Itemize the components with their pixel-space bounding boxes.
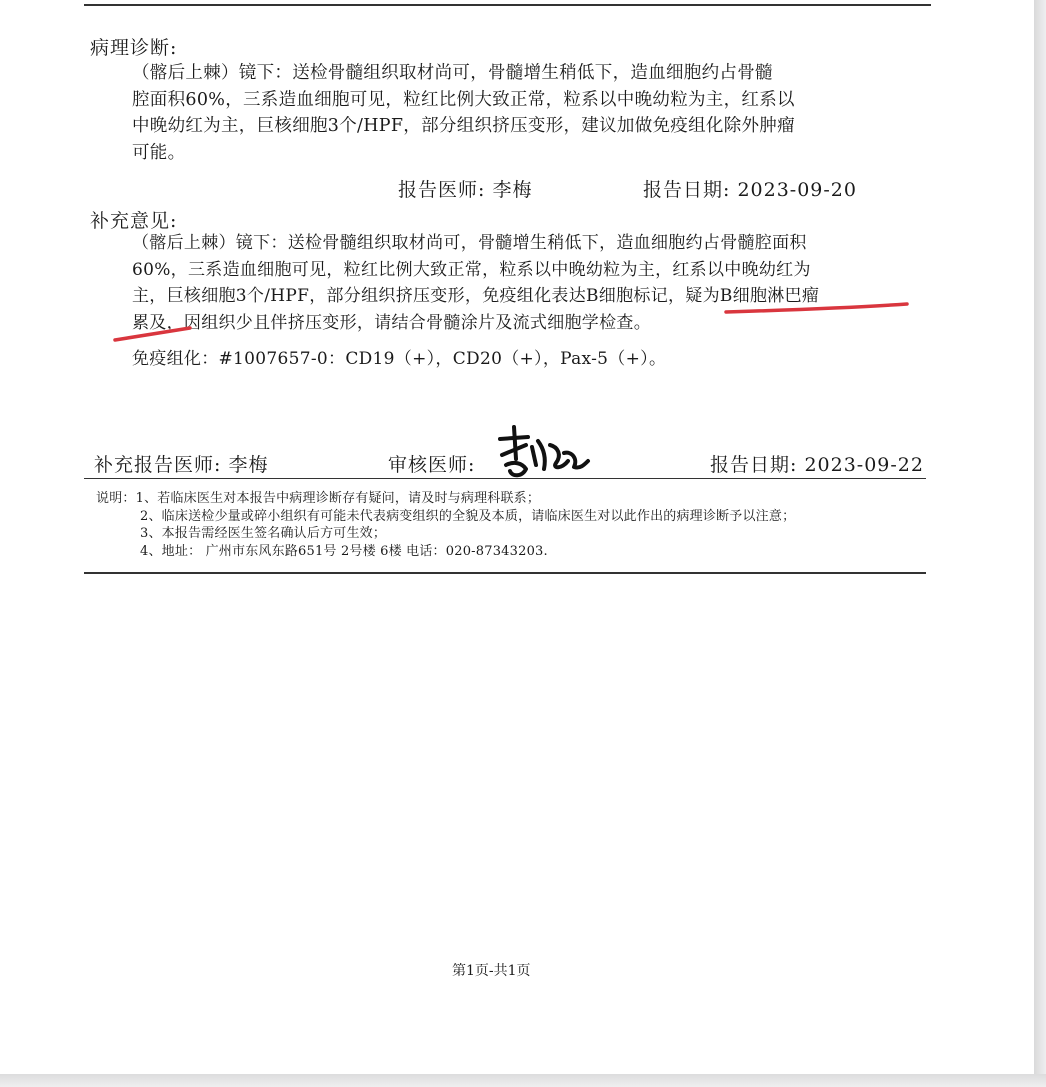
diagnosis-line: （髂后上棘）镜下：送检骨髓组织取材尚可，骨髓增生稍低下，造血细胞约占骨髓	[132, 63, 773, 83]
ihc-result: 免疫组化：#1007657-0：CD19（+），CD20（+），Pax-5（+）。	[132, 349, 667, 369]
signature-image	[492, 425, 592, 480]
diagnosis-label: 病理诊断:	[90, 37, 178, 59]
reviewer-label: 审核医师:	[388, 454, 476, 476]
diagnosis-text	[132, 60, 902, 166]
note-line: 3、本报告需经医生签名确认后方可生效；	[140, 526, 387, 541]
supp-doctor: 补充报告医师: 李梅	[94, 454, 269, 476]
diagnosis-date: 报告日期: 2023-09-20	[643, 179, 857, 201]
diagnosis-line: 中晚幼红为主，巨核细胞3个/HPF，部分组织挤压变形，建议加做免疫组化除外肿瘤	[132, 116, 795, 136]
note-line: 2、临床送检少量或碎小组织有可能未代表病变组织的全貌及本质，请临床医生对以此作出的病理诊断予以注意；	[140, 508, 796, 524]
note-line: 4、地址： 广州市东风东路651号 2号楼 6楼 电话：020-87343203.	[140, 543, 548, 559]
diagnosis-doctor: 报告医师: 李梅	[398, 179, 533, 201]
top-rule	[84, 4, 931, 6]
diagnosis-line: 腔面积60%，三系造血细胞可见，粒红比例大致正常，粒系以中晚幼粒为主，红系以	[132, 89, 795, 110]
page-shadow-bottom	[0, 1074, 1046, 1087]
notes	[96, 490, 795, 560]
page-number: 第1页-共1页	[452, 963, 531, 979]
note-line: 说明：1、若临床医生对本报告中病理诊断存有疑问，请及时与病理科联系；	[96, 491, 541, 506]
signoff-rule	[84, 478, 926, 479]
notes-rule	[84, 572, 926, 574]
supplement-label: 补充意见:	[90, 210, 178, 232]
supplement-line: 累及，因组织少且伴挤压变形，请结合骨髓涂片及流式细胞学检查。	[132, 312, 651, 333]
supplement-line: 60%，三系造血细胞可见，粒红比例大致正常，粒系以中晚幼粒为主，红系以中晚幼红为	[132, 259, 811, 280]
supplement-line: （髂后上棘）镜下：送检骨髓组织取材尚可，骨髓增生稍低下，造血细胞约占骨髓腔面积	[132, 233, 807, 253]
diagnosis-line: 可能。	[132, 142, 186, 163]
annotation-underline	[110, 296, 920, 346]
supplement-line: 主，巨核细胞3个/HPF，部分组织挤压变形，免疫组化表达B细胞标记，疑为B细胞淋巴瘤	[132, 286, 820, 306]
page-shadow-right	[1034, 0, 1046, 1087]
signoff-date: 报告日期: 2023-09-22	[710, 454, 924, 476]
